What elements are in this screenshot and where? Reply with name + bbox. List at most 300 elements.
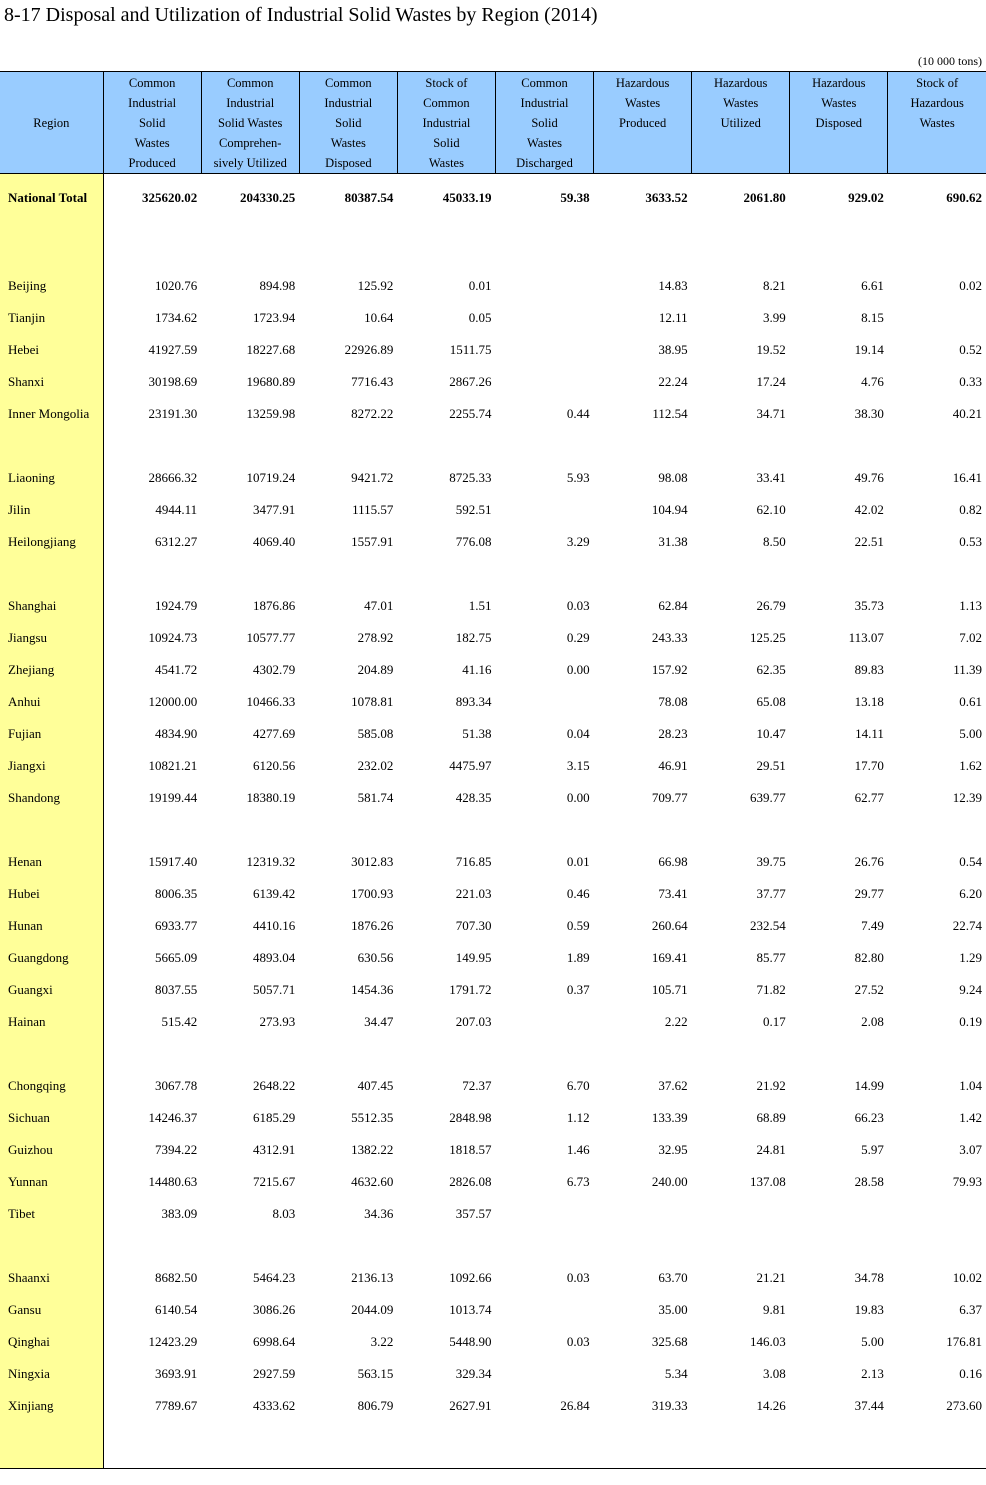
value-cell: 5512.35 [351, 1110, 394, 1125]
value-cell: 0.82 [959, 502, 982, 517]
header-line: Hazardous [713, 76, 768, 90]
value-cell: 26.79 [756, 598, 786, 613]
value-cell: 4277.69 [253, 726, 296, 741]
value-cell: 149.95 [455, 950, 492, 965]
value-cell [299, 1038, 397, 1070]
value-cell: 7789.67 [154, 1398, 198, 1413]
header-line: Industrial [226, 96, 275, 110]
value-cell: 3.07 [959, 1142, 982, 1157]
value-cell [790, 1230, 888, 1262]
end-row [0, 1422, 986, 1469]
value-cell [495, 1422, 593, 1469]
value-cell: 19.14 [854, 342, 884, 357]
header-line: Industrial [520, 96, 569, 110]
value-cell: 19199.44 [148, 790, 198, 805]
value-cell: 630.56 [357, 950, 394, 965]
value-cell [790, 1038, 888, 1070]
value-cell: 3.15 [566, 758, 590, 773]
value-cell: 34.36 [364, 1206, 394, 1221]
value-cell: 34.71 [756, 406, 786, 421]
table-row [0, 686, 986, 718]
region-cell: Hubei [0, 878, 103, 910]
value-cell: 0.00 [566, 662, 590, 677]
value-cell: 14.83 [658, 278, 688, 293]
region-cell: Shanxi [0, 366, 103, 398]
column-header [103, 72, 201, 174]
region-cell: Shandong [0, 782, 103, 814]
table-row [0, 590, 986, 622]
value-cell: 65.08 [756, 694, 786, 709]
region-cell: Liaoning [0, 462, 103, 494]
value-cell [495, 270, 593, 302]
value-cell: 2648.22 [253, 1078, 296, 1093]
value-cell [692, 1422, 790, 1469]
value-cell [594, 430, 692, 462]
value-cell: 98.08 [658, 470, 688, 485]
value-cell: 6140.54 [154, 1302, 198, 1317]
value-cell [888, 1198, 986, 1230]
value-cell: 12319.32 [246, 854, 296, 869]
value-cell: 80387.54 [344, 190, 394, 205]
value-cell: 12423.29 [148, 1334, 198, 1349]
value-cell: 0.53 [959, 534, 982, 549]
value-cell: 31.38 [658, 534, 688, 549]
value-cell: 17.70 [854, 758, 884, 773]
value-cell: 113.07 [848, 630, 884, 645]
table-row [0, 270, 986, 302]
value-cell: 325620.02 [141, 190, 198, 205]
header-line: Hazardous [910, 96, 964, 110]
value-cell: 5.00 [861, 1334, 884, 1349]
header-line: Solid Wastes [218, 116, 283, 130]
header-line: Industrial [128, 96, 177, 110]
column-header [790, 72, 888, 174]
value-cell: 37.62 [658, 1078, 688, 1093]
value-cell: 79.93 [952, 1174, 982, 1189]
header-line: Common [226, 76, 274, 90]
table-row [0, 398, 986, 430]
value-cell [790, 558, 888, 590]
value-cell: 10.02 [952, 1270, 982, 1285]
value-cell [888, 1230, 986, 1262]
table-row [0, 1326, 986, 1358]
region-cell: Yunnan [0, 1166, 103, 1198]
value-cell [594, 1038, 692, 1070]
value-cell [103, 222, 201, 270]
value-cell: 0.03 [566, 598, 590, 613]
value-cell [495, 1358, 593, 1390]
value-cell: 260.64 [651, 918, 688, 933]
header-line: Wastes [723, 96, 759, 110]
value-cell [888, 814, 986, 846]
value-cell: 3012.83 [351, 854, 394, 869]
value-cell: 137.08 [750, 1174, 786, 1189]
column-header [888, 72, 986, 174]
value-cell: 34.47 [364, 1014, 394, 1029]
value-cell: 0.44 [566, 406, 590, 421]
value-cell [103, 558, 201, 590]
value-cell [103, 1038, 201, 1070]
value-cell: 0.19 [959, 1014, 982, 1029]
value-cell: 1734.62 [154, 310, 198, 325]
value-cell: 62.10 [756, 502, 786, 517]
value-cell: 6.73 [566, 1174, 590, 1189]
header-line: Wastes [526, 136, 563, 150]
value-cell [397, 1038, 495, 1070]
region-cell [0, 1038, 103, 1070]
value-cell: 9.24 [959, 982, 982, 997]
value-cell: 10924.73 [148, 630, 198, 645]
value-cell: 639.77 [750, 790, 786, 805]
value-cell: 2255.74 [449, 406, 492, 421]
value-cell: 14.26 [756, 1398, 786, 1413]
value-cell: 2136.13 [351, 1270, 394, 1285]
region-cell [0, 1422, 103, 1469]
value-cell: 112.54 [652, 406, 688, 421]
value-cell [495, 222, 593, 270]
value-cell: 10719.24 [246, 470, 296, 485]
value-cell: 221.03 [455, 886, 492, 901]
value-cell: 8.50 [763, 534, 786, 549]
value-cell: 3633.52 [645, 190, 688, 205]
header-line: Produced [619, 116, 667, 130]
value-cell: 6.70 [566, 1078, 590, 1093]
region-cell: Inner Mongolia [0, 398, 103, 430]
value-cell: 6.20 [959, 886, 982, 901]
value-cell: 1.51 [468, 598, 492, 613]
value-cell: 22.74 [952, 918, 982, 933]
value-cell: 8006.35 [154, 886, 198, 901]
value-cell: 66.23 [854, 1110, 884, 1125]
value-cell: 59.38 [560, 190, 590, 205]
value-cell: 232.54 [750, 918, 786, 933]
value-cell: 169.41 [651, 950, 688, 965]
value-cell: 42.02 [854, 502, 884, 517]
value-cell [201, 1230, 299, 1262]
value-cell: 4632.60 [351, 1174, 394, 1189]
value-cell [888, 222, 986, 270]
header-line: Solid [433, 136, 460, 150]
header-line: Disposed [815, 116, 863, 130]
value-cell [103, 814, 201, 846]
value-cell: 4475.97 [449, 758, 492, 773]
value-cell [495, 1294, 593, 1326]
value-cell: 1.04 [959, 1078, 982, 1093]
value-cell: 690.62 [946, 190, 982, 205]
value-cell: 0.03 [566, 1270, 590, 1285]
table-row [0, 302, 986, 334]
value-cell [397, 558, 495, 590]
region-cell: National Total [0, 174, 103, 223]
value-cell: 105.71 [651, 982, 688, 997]
value-cell [495, 814, 593, 846]
column-header [594, 72, 692, 174]
value-cell: 133.39 [651, 1110, 688, 1125]
value-cell: 10.64 [364, 310, 394, 325]
region-cell [0, 430, 103, 462]
value-cell: 4834.90 [154, 726, 198, 741]
value-cell [299, 1230, 397, 1262]
value-cell: 78.08 [658, 694, 688, 709]
value-cell: 383.09 [161, 1206, 198, 1221]
value-cell: 3477.91 [253, 502, 296, 517]
value-cell [790, 1198, 888, 1230]
value-cell: 28666.32 [148, 470, 198, 485]
value-cell: 72.37 [462, 1078, 492, 1093]
value-cell: 66.98 [658, 854, 688, 869]
value-cell: 0.54 [959, 854, 982, 869]
value-cell: 893.34 [455, 694, 492, 709]
region-cell: Jiangxi [0, 750, 103, 782]
value-cell: 1.42 [959, 1110, 982, 1125]
value-cell [495, 366, 593, 398]
region-cell: Shaanxi [0, 1262, 103, 1294]
value-cell [495, 1198, 593, 1230]
value-cell: 8272.22 [351, 406, 394, 421]
spacer-row [0, 430, 986, 462]
value-cell: 38.30 [854, 406, 884, 421]
value-cell: 1557.91 [351, 534, 394, 549]
value-cell: 7215.67 [253, 1174, 296, 1189]
value-cell: 0.33 [959, 374, 982, 389]
header-line: Wastes [134, 136, 170, 150]
region-cell: Jiangsu [0, 622, 103, 654]
value-cell: 7716.43 [351, 374, 394, 389]
value-cell: 273.60 [946, 1398, 982, 1413]
value-cell: 29.77 [854, 886, 884, 901]
value-cell [692, 222, 790, 270]
value-cell: 26.76 [854, 854, 884, 869]
value-cell: 6998.64 [253, 1334, 296, 1349]
value-cell: 232.02 [357, 758, 394, 773]
value-cell: 2044.09 [351, 1302, 394, 1317]
value-cell: 0.16 [959, 1366, 982, 1381]
value-cell [888, 1038, 986, 1070]
table-row [0, 526, 986, 558]
value-cell: 5057.71 [253, 982, 296, 997]
value-cell: 49.76 [854, 470, 884, 485]
column-header [692, 72, 790, 174]
value-cell: 1.62 [959, 758, 982, 773]
value-cell: 5448.90 [449, 1334, 492, 1349]
value-cell: 2.22 [664, 1014, 688, 1029]
value-cell: 5.34 [664, 1366, 688, 1381]
table-row [0, 1166, 986, 1198]
value-cell: 10.47 [756, 726, 786, 741]
region-cell: Jilin [0, 494, 103, 526]
value-cell: 585.08 [357, 726, 394, 741]
value-cell [103, 1422, 201, 1469]
region-cell: Fujian [0, 718, 103, 750]
value-cell: 4333.62 [253, 1398, 296, 1413]
value-cell [299, 814, 397, 846]
region-cell: Shanghai [0, 590, 103, 622]
value-cell [495, 1038, 593, 1070]
value-cell: 1078.81 [351, 694, 394, 709]
value-cell [397, 1422, 495, 1469]
value-cell: 4410.16 [253, 918, 296, 933]
value-cell [299, 558, 397, 590]
value-cell [790, 1422, 888, 1469]
value-cell: 182.75 [455, 630, 492, 645]
region-cell: Beijing [0, 270, 103, 302]
value-cell [790, 814, 888, 846]
value-cell: 329.34 [455, 1366, 492, 1381]
table-row [0, 1070, 986, 1102]
value-cell [201, 1422, 299, 1469]
value-cell: 8.21 [763, 278, 786, 293]
value-cell: 4.76 [861, 374, 884, 389]
value-cell: 62.77 [854, 790, 884, 805]
value-cell: 30198.69 [148, 374, 198, 389]
value-cell: 12000.00 [148, 694, 198, 709]
value-cell: 1.29 [959, 950, 982, 965]
value-cell: 28.23 [658, 726, 688, 741]
value-cell [594, 222, 692, 270]
value-cell: 1511.75 [449, 342, 492, 357]
value-cell: 89.83 [854, 662, 884, 677]
value-cell: 1818.57 [449, 1142, 492, 1157]
value-cell [201, 814, 299, 846]
value-cell: 4541.72 [154, 662, 198, 677]
value-cell: 2927.59 [253, 1366, 296, 1381]
table-row [0, 1390, 986, 1422]
value-cell: 1924.79 [154, 598, 198, 613]
column-header-region [0, 72, 103, 174]
value-cell: 894.98 [259, 278, 296, 293]
value-cell [594, 1422, 692, 1469]
value-cell: 5.00 [959, 726, 982, 741]
value-cell: 40.21 [952, 406, 982, 421]
table-body [0, 174, 986, 1469]
column-header [299, 72, 397, 174]
table-row [0, 782, 986, 814]
value-cell: 22926.89 [344, 342, 394, 357]
value-cell [790, 222, 888, 270]
header-line: Stock of [916, 76, 959, 90]
value-cell: 3086.26 [253, 1302, 296, 1317]
value-cell [397, 1230, 495, 1262]
value-cell: 0.01 [566, 854, 590, 869]
value-cell: 325.68 [651, 1334, 688, 1349]
value-cell: 21.92 [756, 1078, 786, 1093]
value-cell: 0.61 [959, 694, 982, 709]
value-cell [692, 1198, 790, 1230]
value-cell [495, 1006, 593, 1038]
header-line: Solid [138, 116, 166, 130]
value-cell: 22.51 [854, 534, 884, 549]
value-cell: 47.01 [364, 598, 394, 613]
value-cell: 26.84 [560, 1398, 590, 1413]
region-cell: Sichuan [0, 1102, 103, 1134]
header-line: sively Utilized [213, 156, 287, 170]
value-cell: 27.52 [854, 982, 884, 997]
value-cell: 157.92 [651, 662, 688, 677]
value-cell: 176.81 [946, 1334, 982, 1349]
value-cell [495, 494, 593, 526]
value-cell [299, 430, 397, 462]
value-cell: 2.13 [861, 1366, 884, 1381]
region-cell: Guizhou [0, 1134, 103, 1166]
value-cell: 14480.63 [148, 1174, 198, 1189]
value-cell: 0.04 [566, 726, 590, 741]
value-cell: 4302.79 [253, 662, 296, 677]
value-cell: 3.22 [370, 1334, 394, 1349]
table-row [0, 654, 986, 686]
value-cell: 1454.36 [351, 982, 394, 997]
value-cell: 716.85 [455, 854, 492, 869]
value-cell: 243.33 [651, 630, 688, 645]
value-cell: 37.77 [756, 886, 786, 901]
value-cell: 14.11 [855, 726, 884, 741]
spacer-row [0, 1230, 986, 1262]
value-cell: 929.02 [848, 190, 884, 205]
value-cell: 14246.37 [148, 1110, 198, 1125]
value-cell: 240.00 [651, 1174, 688, 1189]
header-line: Wastes [330, 136, 366, 150]
value-cell: 1.89 [566, 950, 590, 965]
value-cell: 707.30 [455, 918, 492, 933]
value-cell: 35.00 [658, 1302, 688, 1317]
value-cell: 428.35 [455, 790, 492, 805]
table-row [0, 974, 986, 1006]
value-cell: 4069.40 [253, 534, 296, 549]
value-cell: 6.37 [959, 1302, 982, 1317]
header-line: Common [128, 76, 176, 90]
region-cell: Gansu [0, 1294, 103, 1326]
value-cell: 125.92 [357, 278, 394, 293]
value-cell: 3.99 [763, 310, 786, 325]
value-cell: 22.24 [658, 374, 688, 389]
value-cell [397, 430, 495, 462]
page-title: 8-17 Disposal and Utilization of Industrial Solid Wastes by Region (2014) [4, 4, 598, 26]
value-cell: 1382.22 [351, 1142, 394, 1157]
value-cell: 18227.68 [246, 342, 296, 357]
header-line: Wastes [428, 156, 464, 170]
value-cell: 8682.50 [154, 1270, 198, 1285]
value-cell: 515.42 [161, 1014, 198, 1029]
value-cell [594, 1198, 692, 1230]
value-cell: 581.74 [357, 790, 394, 805]
value-cell: 0.02 [959, 278, 982, 293]
value-cell: 2.08 [861, 1014, 884, 1029]
value-cell: 51.38 [462, 726, 492, 741]
region-cell: Tianjin [0, 302, 103, 334]
value-cell: 5665.09 [154, 950, 198, 965]
value-cell: 10577.77 [246, 630, 296, 645]
value-cell [397, 222, 495, 270]
table-row [0, 462, 986, 494]
value-cell: 16.41 [952, 470, 982, 485]
value-cell: 0.29 [566, 630, 590, 645]
value-cell: 11.39 [953, 662, 982, 677]
value-cell: 3.29 [566, 534, 590, 549]
value-cell: 8037.55 [154, 982, 198, 997]
value-cell: 0.52 [959, 342, 982, 357]
value-cell [397, 814, 495, 846]
value-cell: 319.33 [651, 1398, 688, 1413]
value-cell: 2627.91 [449, 1398, 492, 1413]
value-cell: 1115.57 [352, 502, 394, 517]
spacer-row [0, 222, 986, 270]
value-cell: 0.05 [468, 310, 492, 325]
value-cell [299, 1422, 397, 1469]
value-cell: 146.03 [750, 1334, 786, 1349]
value-cell: 1.13 [959, 598, 982, 613]
header-line: Stock of [425, 76, 468, 90]
value-cell: 592.51 [455, 502, 492, 517]
header-line: Comprehen- [218, 136, 282, 150]
